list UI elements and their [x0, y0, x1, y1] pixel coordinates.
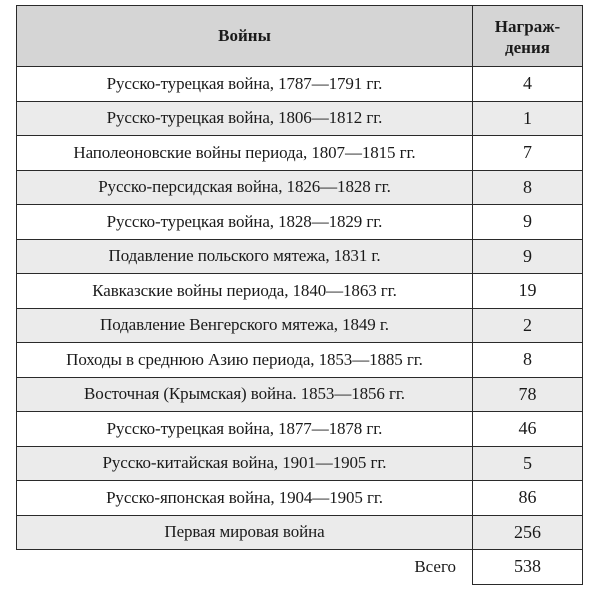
table-body — [17, 67, 583, 585]
header-awards-line1: Награж- — [494, 17, 561, 36]
war-name: Русско-китайская война, 1901—1905 гг. — [17, 446, 473, 481]
table-row — [17, 205, 583, 240]
war-name: Русско-турецкая война, 1806—1812 гг. — [17, 101, 473, 136]
table-row — [17, 136, 583, 171]
table-row — [17, 239, 583, 274]
awards-count: 4 — [473, 67, 583, 102]
awards-count: 7 — [473, 136, 583, 171]
war-name: Походы в среднюю Азию периода, 1853—1885 гг. — [17, 343, 473, 378]
awards-count: 19 — [473, 274, 583, 309]
table-row — [17, 170, 583, 205]
total-label: Всего — [17, 550, 473, 585]
war-name: Наполеоновские войны периода, 1807—1815 гг. — [17, 136, 473, 171]
table-row — [17, 274, 583, 309]
war-name: Подавление польского мятежа, 1831 г. — [17, 239, 473, 274]
header-row — [17, 6, 583, 67]
header-awards-line2: дения — [505, 38, 550, 57]
table-row — [17, 377, 583, 412]
total-row — [17, 550, 583, 585]
table-row — [17, 67, 583, 102]
awards-count: 256 — [473, 515, 583, 550]
table-row — [17, 515, 583, 550]
table-row — [17, 412, 583, 447]
awards-count: 9 — [473, 205, 583, 240]
awards-table — [16, 5, 583, 585]
awards-count: 46 — [473, 412, 583, 447]
war-name: Русско-турецкая война, 1828—1829 гг. — [17, 205, 473, 240]
awards-count: 5 — [473, 446, 583, 481]
war-name: Кавказские войны периода, 1840—1863 гг. — [17, 274, 473, 309]
awards-count: 2 — [473, 308, 583, 343]
header-awards — [473, 6, 583, 67]
war-name: Русско-турецкая война, 1877—1878 гг. — [17, 412, 473, 447]
total-value: 538 — [473, 550, 583, 585]
war-name: Подавление Венгерского мятежа, 1849 г. — [17, 308, 473, 343]
table-row — [17, 308, 583, 343]
awards-count: 9 — [473, 239, 583, 274]
awards-count: 1 — [473, 101, 583, 136]
war-name: Русско-турецкая война, 1787—1791 гг. — [17, 67, 473, 102]
table-row — [17, 446, 583, 481]
war-name: Русско-персидская война, 1826—1828 гг. — [17, 170, 473, 205]
war-name: Восточная (Крымская) война. 1853—1856 гг. — [17, 377, 473, 412]
war-name: Русско-японская война, 1904—1905 гг. — [17, 481, 473, 516]
table-row — [17, 481, 583, 516]
awards-count: 8 — [473, 170, 583, 205]
table-row — [17, 343, 583, 378]
awards-count: 86 — [473, 481, 583, 516]
table-row — [17, 101, 583, 136]
war-name: Первая мировая война — [17, 515, 473, 550]
header-wars: Войны — [17, 6, 473, 67]
awards-count: 8 — [473, 343, 583, 378]
awards-count: 78 — [473, 377, 583, 412]
